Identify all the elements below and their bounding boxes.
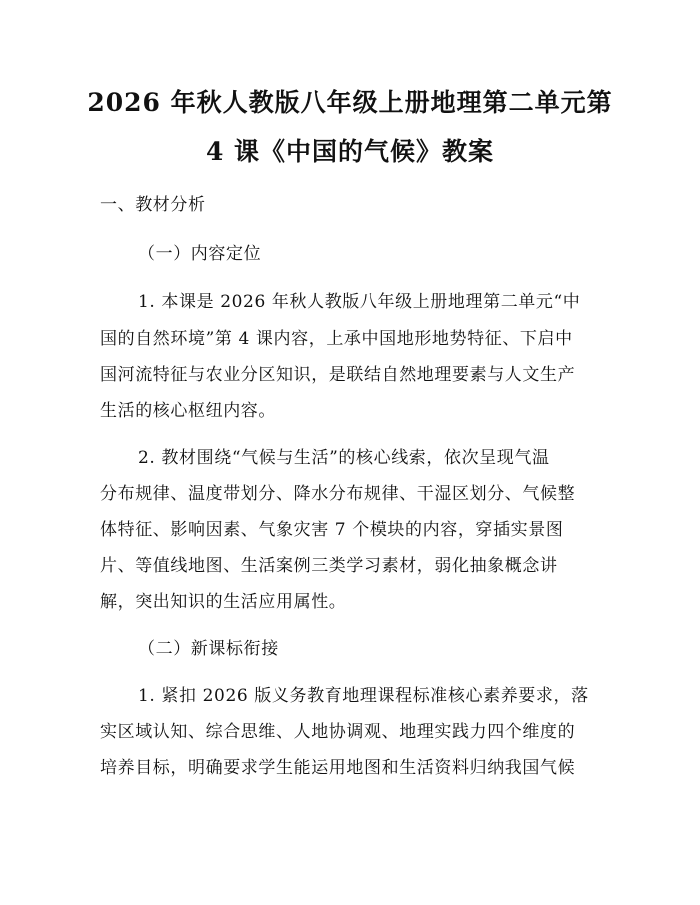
subsection-heading-content-positioning: （一）内容定位: [138, 244, 262, 264]
paragraph-2-line-2: 分布规律、温度带划分、降水分布规律、干湿区划分、气候整: [100, 484, 576, 504]
paragraph-1-line-4: 生活的核心枢纽内容。: [100, 401, 276, 421]
paragraph-2-line-1: 2. 教材围绕“气候与生活”的核心线索，依次呈现气温: [138, 448, 550, 468]
paragraph-2-line-3: 体特征、影响因素、气象灾害 7 个模块的内容，穿插实景图: [100, 520, 564, 540]
paragraph-2-line-4: 片、等值线地图、生活案例三类学习素材，弱化抽象概念讲: [100, 556, 558, 576]
paragraph-2-line-5: 解，突出知识的生活应用属性。: [100, 592, 347, 612]
section-heading-textbook-analysis: 一、教材分析: [100, 195, 206, 215]
paragraph-3-line-3: 培养目标，明确要求学生能运用地图和生活资料归纳我国气候: [100, 758, 576, 778]
paragraph-3-line-1: 1. 紧扣 2026 版义务教育地理课程标准核心素养要求，落: [138, 686, 589, 706]
paragraph-1-line-2: 国的自然环境”第 4 课内容，上承中国地形地势特征、下启中: [100, 329, 573, 349]
document-title-line-1: 2026 年秋人教版八年级上册地理第二单元第: [87, 88, 613, 117]
subsection-heading-curriculum-standard: （二）新课标衔接: [138, 639, 279, 659]
document-title-line-2: 4 课《中国的气候》教案: [205, 137, 495, 166]
paragraph-1-line-3: 国河流特征与农业分区知识，是联结自然地理要素与人文生产: [100, 365, 576, 385]
paragraph-3-line-2: 实区域认知、综合思维、人地协调观、地理实践力四个维度的: [100, 722, 576, 742]
paragraph-1-line-1: 1. 本课是 2026 年秋人教版八年级上册地理第二单元“中: [138, 292, 581, 312]
